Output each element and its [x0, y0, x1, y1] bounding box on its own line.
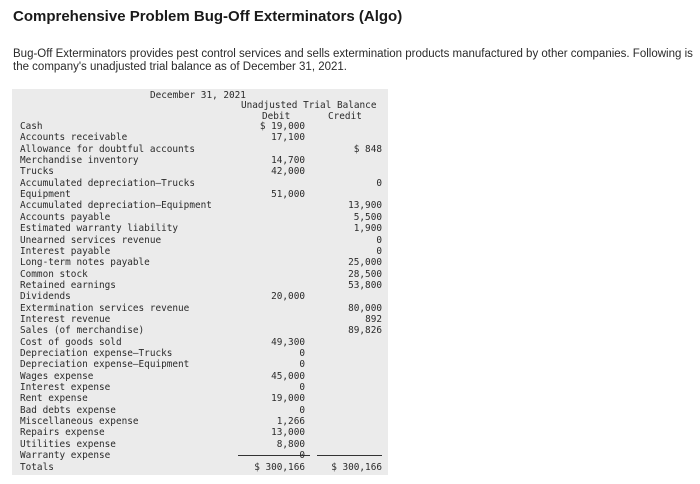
date-header: December 31, 2021 [150, 90, 246, 101]
account-name: Trucks [20, 166, 54, 178]
account-name: Retained earnings [20, 279, 116, 291]
credit-value: 5,500 [353, 211, 382, 223]
account-name: Merchandise inventory [20, 155, 139, 167]
debit-value: 45,000 [271, 370, 305, 382]
account-name: Dividends [20, 291, 71, 303]
credit-column-header: Credit [328, 111, 362, 122]
debit-total: $ 300,166 [254, 461, 305, 473]
account-name: Depreciation expense—Trucks [20, 348, 173, 359]
account-name: Common stock [20, 268, 88, 280]
debit-value: 14,700 [271, 155, 305, 167]
account-name: Estimated warranty liability [20, 223, 179, 235]
column-group-header: Unadjusted Trial Balance [241, 100, 377, 111]
debit-value: 0 [299, 382, 305, 394]
account-name: Cost of goods sold [20, 336, 122, 348]
account-name: Utilities expense [20, 438, 116, 450]
account-name: Accumulated depreciation—Equipment [20, 200, 212, 212]
debit-value: 13,000 [271, 427, 305, 439]
account-name: Warranty expense [20, 450, 111, 462]
credit-total-rule [317, 455, 382, 456]
account-name: Accounts payable [20, 211, 111, 223]
account-name: Bad debts expense [20, 404, 116, 416]
account-name: Repairs expense [20, 427, 105, 439]
account-name: Wages expense [20, 370, 94, 382]
debit-value: 20,000 [271, 291, 305, 303]
account-name: Interest expense [20, 382, 111, 394]
totals-label: Totals [20, 461, 54, 473]
account-name: Interest payable [20, 245, 111, 257]
debit-value: 17,100 [271, 132, 305, 144]
page-title: Comprehensive Problem Bug-Off Exterminators (Algo) [13, 8, 403, 25]
debit-value: 42,000 [271, 166, 305, 178]
account-name: Equipment [20, 189, 71, 201]
credit-value: 1,900 [353, 223, 382, 235]
debit-value: 51,000 [271, 189, 305, 201]
credit-value: 0 [376, 177, 382, 189]
credit-value: 0 [376, 245, 382, 257]
credit-value: 80,000 [348, 302, 382, 314]
debit-value: 49,300 [271, 336, 305, 348]
debit-value: 19,000 [271, 393, 305, 405]
debit-value: 8,800 [276, 438, 305, 450]
account-name: Long-term notes payable [20, 257, 150, 269]
account-name: Sales (of merchandise) [20, 325, 145, 337]
intro-text: Bug-Off Exterminators provides pest control services and sells extermination products manufactured by other companies. Following is the company's unadjusted trial balance as of December 31, 2021. [13, 48, 693, 73]
account-name: Depreciation expense—Equipment [20, 359, 190, 371]
credit-value: 25,000 [348, 257, 382, 269]
credit-value: 0 [376, 234, 382, 246]
account-name: Rent expense [20, 393, 88, 405]
credit-value: 89,826 [348, 325, 382, 337]
account-name: Unearned services revenue [20, 234, 162, 246]
account-name: Extermination services revenue [20, 302, 190, 314]
credit-value: 53,800 [348, 279, 382, 291]
credit-value: $ 848 [353, 143, 382, 155]
debit-value: 0 [299, 348, 305, 359]
credit-value: 892 [365, 313, 382, 325]
trial-balance-table [12, 89, 388, 475]
credit-value: 28,500 [348, 268, 382, 280]
debit-value: $ 19,000 [259, 121, 305, 132]
debit-value: 0 [299, 450, 305, 462]
account-name: Accumulated depreciation—Trucks [20, 177, 195, 189]
debit-value: 0 [299, 359, 305, 371]
account-name: Cash [20, 121, 43, 132]
credit-total: $ 300,166 [331, 461, 382, 473]
account-name: Interest revenue [20, 313, 111, 325]
debit-column-header: Debit [262, 111, 291, 122]
account-name: Allowance for doubtful accounts [20, 143, 195, 155]
credit-value: 13,900 [348, 200, 382, 212]
account-name: Accounts receivable [20, 132, 128, 144]
debit-value: 1,266 [276, 416, 305, 428]
debit-value: 0 [299, 404, 305, 416]
account-name: Miscellaneous expense [20, 416, 139, 428]
